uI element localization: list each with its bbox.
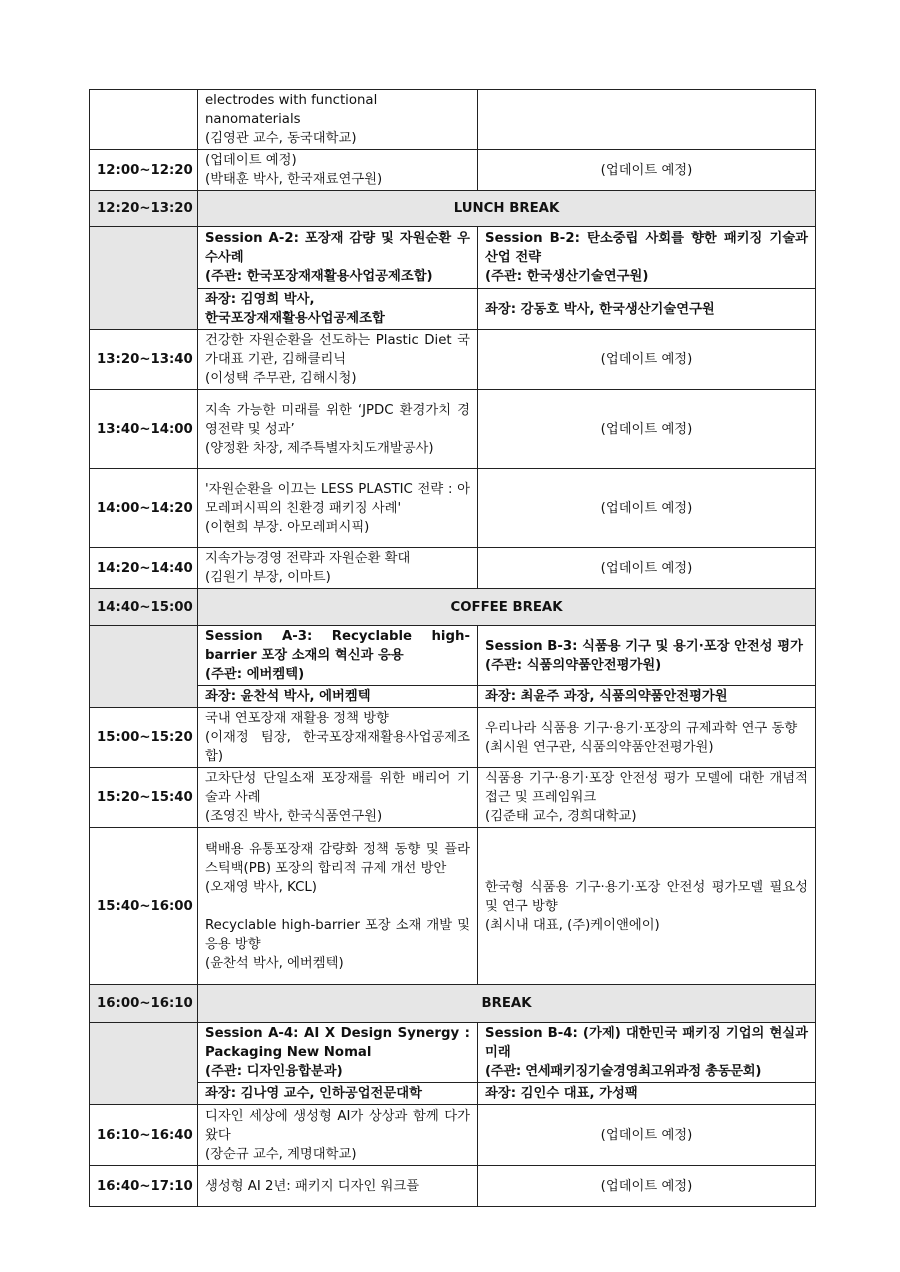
talk-cell-pending: (업데이트 예정) [478, 469, 816, 548]
session-b4-chair: 좌장: 김인수 대표, 가성팩 [478, 1083, 816, 1105]
break-label: COFFEE BREAK [198, 589, 816, 626]
schedule-row [90, 548, 816, 589]
chair-row [90, 686, 816, 708]
session-a3-title: Session A-3: Recyclable high-barrier 포장 소재의 혁신과 응용 (주관: 에버켐텍) [198, 626, 478, 686]
talk-cell-pending: (업데이트 예정) [478, 150, 816, 191]
time-cell: 14:00~14:20 [90, 469, 198, 548]
time-cell-empty [90, 227, 198, 330]
session-b3-chair: 좌장: 최윤주 과장, 식품의약품안전평가원 [478, 686, 816, 708]
break-row [90, 985, 816, 1023]
talk-cell-pending: (업데이트 예정) [478, 1166, 816, 1207]
program-schedule-table [89, 89, 816, 1207]
time-cell: 12:20~13:20 [90, 191, 198, 227]
talk-cell: 고차단성 단일소재 포장재를 위한 배리어 기술과 사례 (조영진 박사, 한국식품연구원) [198, 768, 478, 828]
schedule-row [90, 390, 816, 469]
talk-cell: 지속 가능한 미래를 위한 ‘JPDC 환경가치 경영전략 및 성과’ (양정환 차장, 제주특별자치도개발공사) [198, 390, 478, 469]
talk-cell: electrodes with functional nanomaterials (김영관 교수, 동국대학교) [198, 90, 478, 150]
chair-row [90, 1083, 816, 1105]
time-cell [90, 90, 198, 150]
time-cell: 16:10~16:40 [90, 1105, 198, 1166]
chair-row [90, 289, 816, 330]
talk-cell: 우리나라 식품용 기구·용기·포장의 규제과학 연구 동향 (최시원 연구관, 식품의약품안전평가원) [478, 708, 816, 768]
time-cell-empty [90, 1023, 198, 1105]
break-row [90, 589, 816, 626]
session-a3-chair: 좌장: 윤찬석 박사, 에버켐텍 [198, 686, 478, 708]
break-row [90, 191, 816, 227]
time-cell: 16:00~16:10 [90, 985, 198, 1023]
talk-cell-pending: (업데이트 예정) [478, 390, 816, 469]
schedule-row [90, 1105, 816, 1166]
talk-cell: 택배용 유통포장재 감량화 정책 동향 및 플라스틱백(PB) 포장의 합리적 규제 개선 방안 (오재영 박사, KCL) Recyclable high-barrier 포장 소재 개발 및 응용 방향 (윤찬석 박사, 에버켐텍) [198, 828, 478, 985]
time-cell: 13:20~13:40 [90, 330, 198, 390]
talk-cell-pending: (업데이트 예정) [478, 330, 816, 390]
session-a4-chair: 좌장: 김나영 교수, 인하공업전문대학 [198, 1083, 478, 1105]
time-cell: 14:20~14:40 [90, 548, 198, 589]
session-header-row [90, 227, 816, 289]
session-b3-title: Session B-3: 식품용 기구 및 용기·포장 안전성 평가 (주관: 식품의약품안전평가원) [478, 626, 816, 686]
session-a2-title: Session A-2: 포장재 감량 및 자원순환 우수사례 (주관: 한국포장재재활용사업공제조합) [198, 227, 478, 289]
talk-cell: 한국형 식품용 기구·용기·포장 안전성 평가모델 필요성 및 연구 방향 (최시내 대표, (주)케이앤에이) [478, 828, 816, 985]
talk-cell: 생성형 AI 2년: 패키지 디자인 워크플 [198, 1166, 478, 1207]
talk-cell-pending: (업데이트 예정) [478, 1105, 816, 1166]
time-cell: 15:00~15:20 [90, 708, 198, 768]
time-cell: 15:40~16:00 [90, 828, 198, 985]
talk-cell: 지속가능경영 전략과 자원순환 확대 (김원기 부장, 이마트) [198, 548, 478, 589]
schedule-row [90, 150, 816, 191]
session-a2-chair: 좌장: 김영희 박사, 한국포장재재활용사업공제조합 [198, 289, 478, 330]
time-cell-empty [90, 626, 198, 708]
talk-cell: 국내 연포장재 재활용 정책 방향 (이재정 팀장, 한국포장재재활용사업공제조합) [198, 708, 478, 768]
talk-cell-pending: (업데이트 예정) [478, 548, 816, 589]
schedule-row [90, 330, 816, 390]
schedule-row [90, 828, 816, 985]
talk-cell: 식품용 기구·용기·포장 안전성 평가 모델에 대한 개념적 접근 및 프레임워크 (김준태 교수, 경희대학교) [478, 768, 816, 828]
time-cell: 16:40~17:10 [90, 1166, 198, 1207]
schedule-row [90, 768, 816, 828]
talk-cell: '자원순환을 이끄는 LESS PLASTIC 전략 : 아모레퍼시픽의 친환경 패키징 사례' (이현희 부장. 아모레퍼시픽) [198, 469, 478, 548]
session-a4-title: Session A-4: AI X Design Synergy : Packaging New Nomal (주관: 디자인융합분과) [198, 1023, 478, 1083]
break-label: BREAK [198, 985, 816, 1023]
talk-cell: 디자인 세상에 생성형 AI가 상상과 함께 다가왔다 (장순규 교수, 계명대학교) [198, 1105, 478, 1166]
session-b2-chair: 좌장: 강동호 박사, 한국생산기술연구원 [478, 289, 816, 330]
session-b4-title: Session B-4: (가제) 대한민국 패키징 기업의 현실과 미래 (주관: 연세패키징기술경영최고위과정 총동문회) [478, 1023, 816, 1083]
time-cell: 13:40~14:00 [90, 390, 198, 469]
talk-cell: 건강한 자원순환을 선도하는 Plastic Diet 국가대표 기관, 김해클리닉 (이성택 주무관, 김해시청) [198, 330, 478, 390]
session-header-row [90, 626, 816, 686]
session-b2-title: Session B-2: 탄소중립 사회를 향한 패키징 기술과 산업 전략 (주관: 한국생산기술연구원) [478, 227, 816, 289]
talk-cell: (업데이트 예정) (박태훈 박사, 한국재료연구원) [198, 150, 478, 191]
session-header-row [90, 1023, 816, 1083]
talk-cell [478, 90, 816, 150]
schedule-row [90, 1166, 816, 1207]
time-cell: 12:00~12:20 [90, 150, 198, 191]
time-cell: 15:20~15:40 [90, 768, 198, 828]
schedule-row [90, 708, 816, 768]
break-label: LUNCH BREAK [198, 191, 816, 227]
schedule-row [90, 469, 816, 548]
schedule-row [90, 90, 816, 150]
time-cell: 14:40~15:00 [90, 589, 198, 626]
